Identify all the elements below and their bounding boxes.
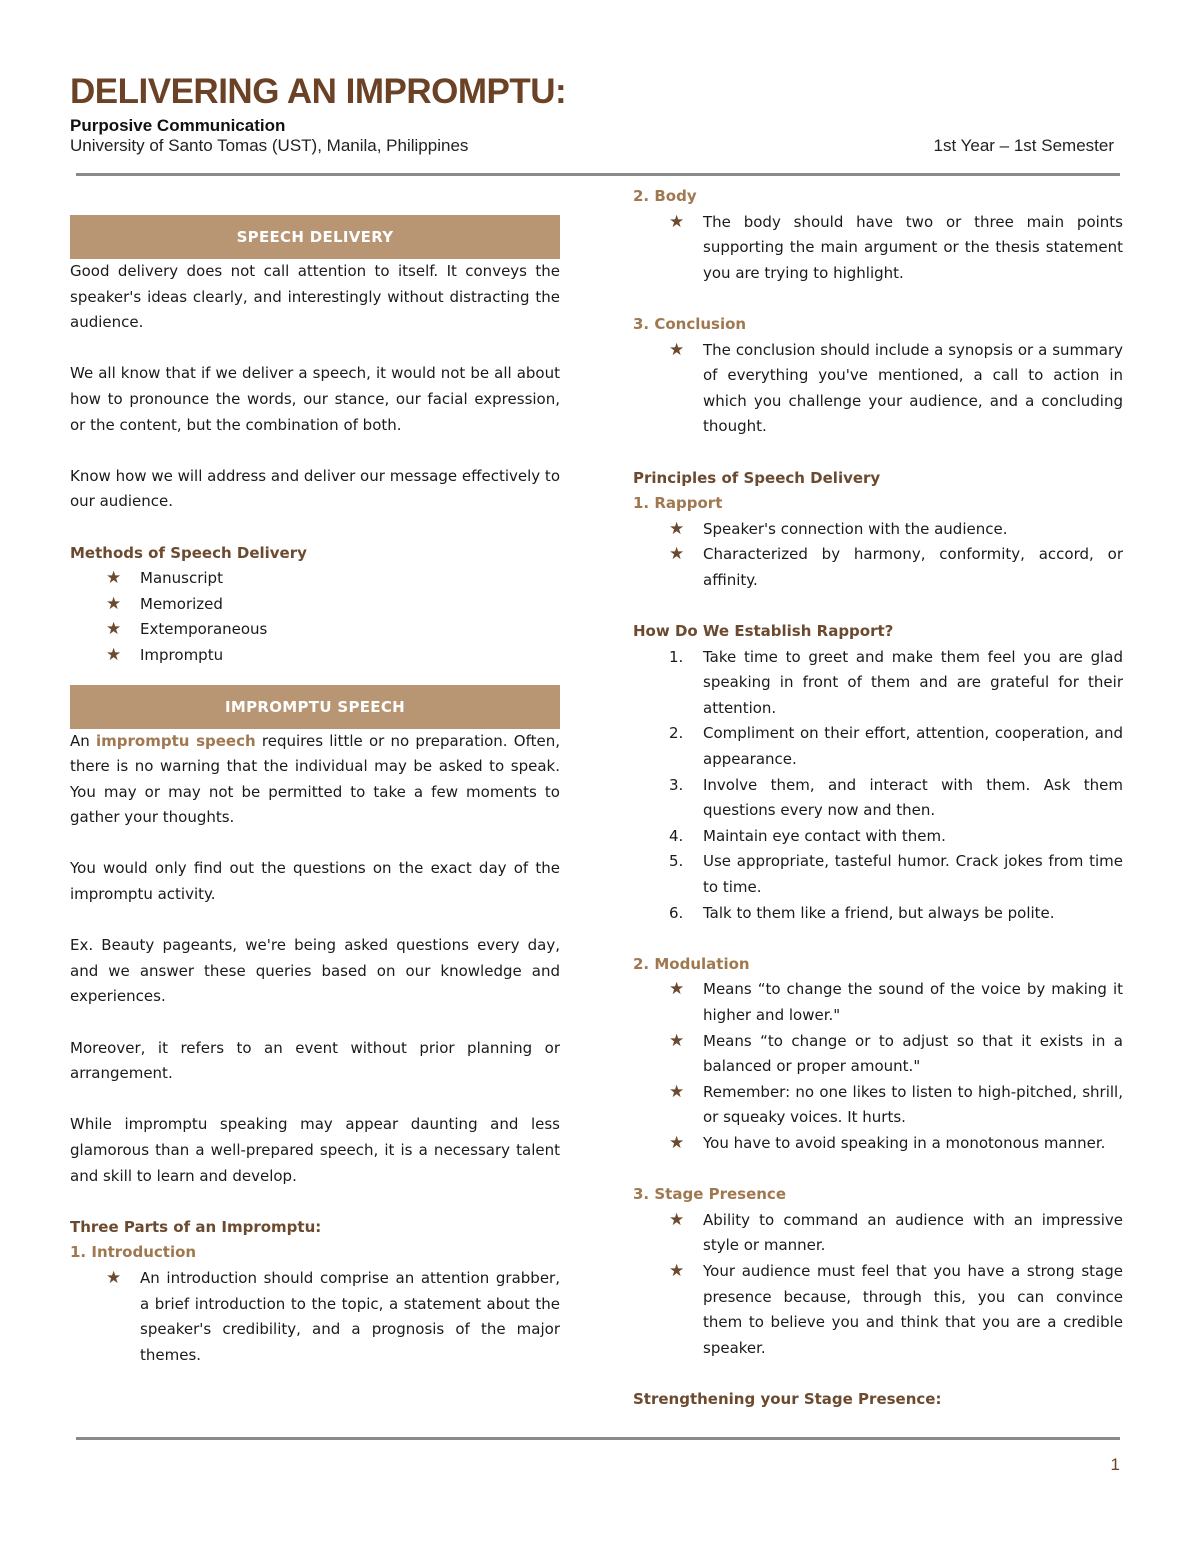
list-item: ★ Extemporaneous (70, 617, 560, 643)
star-icon: ★ (669, 1209, 685, 1230)
footer-divider (76, 1437, 1120, 1440)
methods-heading: Methods of Speech Delivery (70, 543, 307, 562)
methods-list (70, 566, 560, 668)
list-item: ★ Manuscript (70, 566, 560, 592)
star-icon: ★ (669, 339, 685, 360)
page-number: 1 (1110, 1455, 1120, 1474)
list-item: ★ Means “to change the sound of the voice by making it higher and lower." (669, 979, 1123, 1024)
list-item: ★ An introduction should comprise an attention grabber, a brief introduction to the topic, a statement about the speaker's credibility, and a prognosis of the major themes. (106, 1267, 560, 1364)
star-icon: ★ (669, 544, 685, 565)
list-item: ★ Your audience must feel that you have a strong stage presence because, through this, you can convince them to believe you and think that you are a credible speaker. (669, 1260, 1123, 1357)
list-item: ★ Ability to command an audience with an impressive style or manner. (669, 1209, 1123, 1255)
list-item: ★ You have to avoid speaking in a monotonous manner. (633, 1131, 1123, 1157)
right-column (633, 184, 1123, 1413)
list-item: 6. Talk to them like a friend, but always be polite. (669, 903, 1055, 922)
paragraph: We all know that if we deliver a speech, it would not be all about how to pronounce the words, our stance, our facial expression, or the content, but the combination of both. (70, 364, 560, 434)
section-banner-speech-delivery: SPEECH DELIVERY (70, 215, 560, 259)
paragraph: An impromptu speech requires little or no preparation. Often, there is no warning that the individual may be asked to speak. You may or may not be permitted to take a few moments to gather your thoughts. (70, 731, 560, 827)
list-item: ★ Memorized (70, 592, 560, 618)
list-item: 3. Involve them, and interact with them. Ask them questions every now and then. (669, 775, 1123, 820)
list-item: ★ The body should have two or three main points supporting the main argument or the thesis statement you are trying to highlight. (669, 211, 1123, 282)
university-name: University of Santo Tomas (UST), Manila, Philippines (70, 136, 469, 155)
list-item: ★ The conclusion should include a synopsis or a summary of everything you've mentioned, a call to action in which you challenge your audience, and a concluding thought. (669, 339, 1123, 436)
star-icon: ★ (669, 979, 685, 1000)
list-item: 1. Take time to greet and make them feel you are glad speaking in front of them and are grateful for their attention. (669, 647, 1123, 717)
list-item: 2. Compliment on their effort, attention, cooperation, and appearance. (669, 724, 1123, 769)
introduction-heading: 1. Introduction (70, 1243, 197, 1262)
body-heading: 2. Body (633, 187, 697, 205)
principles-heading: Principles of Speech Delivery (633, 468, 881, 487)
paragraph: You would only find out the questions on the exact day of the impromptu activity. (70, 859, 560, 904)
star-icon: ★ (669, 211, 685, 232)
star-icon: ★ (106, 619, 122, 640)
list-item: ★ Speaker's connection with the audience. (633, 517, 1123, 543)
star-icon: ★ (669, 518, 685, 539)
paragraph: Ex. Beauty pageants, we're being asked questions every day, and we answer these queries based on our knowledge and experiences. (70, 936, 560, 1006)
star-icon: ★ (106, 644, 122, 665)
star-icon: ★ (669, 1132, 685, 1153)
left-column (70, 215, 560, 1368)
course-name: Purposive Communication (70, 116, 286, 135)
highlight-term: impromptu speech (95, 731, 256, 750)
star-icon: ★ (106, 593, 122, 614)
list-item: ★ Remember: no one likes to listen to high-pitched, shrill, or squeaky voices. It hurts. (669, 1081, 1123, 1127)
establish-rapport-heading: How Do We Establish Rapport? (633, 622, 894, 641)
modulation-heading: 2. Modulation (633, 954, 750, 973)
semester-label: 1st Year – 1st Semester (933, 136, 1114, 155)
list-item: ★ Characterized by harmony, conformity, accord, or affinity. (669, 544, 1123, 589)
stage-presence-heading: 3. Stage Presence (633, 1185, 786, 1204)
rapport-heading: 1. Rapport (633, 494, 723, 513)
star-icon: ★ (106, 568, 122, 589)
paragraph: Good delivery does not call attention to itself. It conveys the speaker's ideas clearly, and interestingly without distracting the audience. (70, 262, 560, 332)
document-title: DELIVERING AN IMPROMPTU: (70, 72, 567, 111)
star-icon: ★ (669, 1030, 685, 1051)
star-icon: ★ (106, 1267, 122, 1288)
parts-heading: Three Parts of an Impromptu: (70, 1217, 322, 1236)
conclusion-heading: 3. Conclusion (633, 314, 747, 333)
list-item: 4. Maintain eye contact with them. (669, 826, 946, 845)
strengthening-heading: Strengthening your Stage Presence: (633, 1389, 942, 1408)
paragraph: While impromptu speaking may appear daunting and less glamorous than a well-prepared speech, it is a necessary talent and skill to learn and develop. (70, 1115, 560, 1185)
list-item: ★ Impromptu (70, 643, 560, 669)
header-divider (76, 173, 1120, 176)
list-item: 5. Use appropriate, tasteful humor. Crack jokes from time to time. (669, 852, 1123, 897)
star-icon: ★ (669, 1081, 685, 1102)
star-icon: ★ (669, 1260, 685, 1281)
list-item: ★ Means “to change or to adjust so that it exists in a balanced or proper amount." (669, 1030, 1123, 1076)
paragraph: Moreover, it refers to an event without prior planning or arrangement. (70, 1038, 560, 1083)
section-banner-impromptu-speech: IMPROMPTU SPEECH (70, 685, 560, 729)
paragraph: Know how we will address and deliver our message effectively to our audience. (70, 466, 560, 511)
